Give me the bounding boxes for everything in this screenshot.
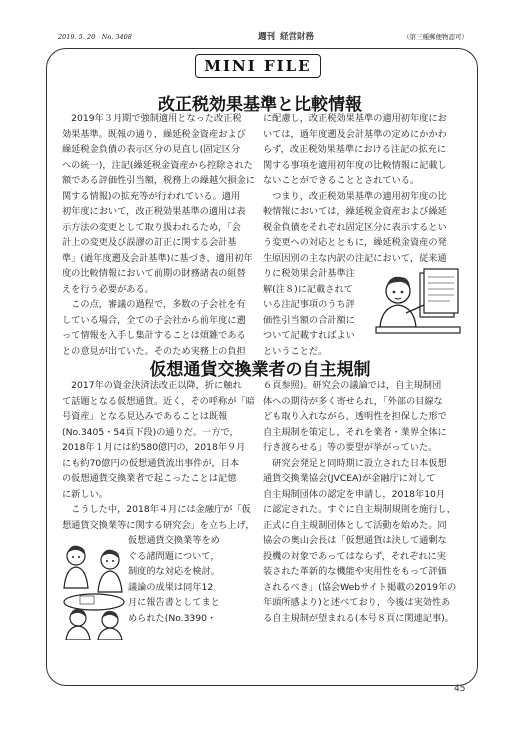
text-line: 解(注８)に記載されて — [263, 283, 353, 295]
text-line: している場合，全ての子会社から前年度に遡 — [62, 314, 246, 326]
article1-left-column — [62, 111, 257, 359]
text-line: 度の比較情報において前期の財務諸表の組替 — [62, 268, 246, 279]
text-line: 示方法の変更として取り扱われるため，「会 — [62, 221, 241, 233]
text-line: ぐる諸問題について， — [128, 550, 220, 562]
text-line: この点，審議の過程で，多数の子会社を有 — [62, 299, 246, 310]
text-line: る自主規制が望まれる(本号８頁に関連記事)。 — [263, 612, 454, 624]
text-line: て話題となる仮想通貨。近く，その呼称が「暗 — [62, 395, 255, 407]
publication-title — [258, 30, 314, 42]
text-line: 体への期待が多く寄せられ，「外部の目線な — [263, 395, 443, 407]
text-line: 価性引当額の合計額に — [263, 314, 355, 326]
person-reading-illustration — [370, 265, 465, 345]
text-line: に配慮し，改正税効果基準の適用初年度にお — [263, 113, 447, 124]
text-line: 自主規制を策定し，それを業者・業界全体に — [263, 426, 447, 438]
text-line: ということだ。 — [263, 345, 328, 357]
text-line: 号資産」となる見込みであることは既報 — [62, 411, 228, 422]
text-line: 較情報においては，繰延税金資産および繰延 — [263, 206, 447, 217]
publication-name: 経営財務 — [280, 32, 315, 42]
text-line: 繰延税金負債の表示区分の見直し(固定区分 — [62, 144, 241, 155]
article2-title: 仮想通貨交換業者の自主規制 — [149, 360, 371, 380]
text-line: (No.3405・54頁下段)の通りだ。一方で， — [62, 426, 239, 438]
text-line: 制度的な対応を検討。 — [128, 566, 220, 577]
text-line: 関する情報)の拡充等が行われている。適用 — [62, 190, 241, 202]
article1-title: 改正税効果基準と比較情報 — [158, 95, 362, 115]
text-line: 協会の奥山会長は「仮想通貨は決して通剰な — [263, 535, 447, 546]
text-line: 額である評価性引当額，税務上の繰越欠損金に — [62, 175, 255, 186]
article2-right-column — [263, 378, 463, 626]
text-line: 月に報告書としてまと — [128, 597, 220, 608]
text-line: 自主規制団体の認定を申請し，2018年10月 — [263, 488, 446, 500]
text-line: 税金負債をそれぞれ固定区分に表示するとい — [263, 221, 447, 233]
text-line: に認定された。すぐに自主規制規則を施行し， — [263, 504, 456, 515]
text-line: 2017年の資金決済法改正以降，折に触れ — [62, 380, 242, 391]
text-line: 正式に自主規制団体として活動を始めた。同 — [263, 519, 447, 531]
text-line: 想通貨交換業等に関する研究会」を立ち上げ， — [62, 519, 255, 531]
publication-prefix: 週刊 — [258, 32, 276, 42]
text-line: 行き渡らせる」等の要望が挙がっていた。 — [263, 442, 438, 453]
text-line: こうした中，2018年４月には金融庁が「仮 — [62, 504, 251, 515]
text-line: められた(No.3390・ — [128, 612, 217, 624]
text-line: 2018年１月には約580億円の，2018年９月 — [62, 442, 246, 453]
text-line: ６頁参照)。研究会の議論では，自主規制団 — [263, 380, 442, 391]
text-line: 準」(過年度遡及会計基準)に基づき，適用初年 — [62, 252, 253, 264]
text-line: 効果基準。既報の通り，繰延税金資産および — [62, 128, 246, 140]
text-line: いる注記事項のうち評 — [263, 299, 355, 310]
text-line: ども取り入れながら，透明性を担保した形で — [263, 411, 447, 422]
text-line: にも約70億円の仮想通貨流出事件が，日本 — [62, 457, 240, 469]
text-line: って情報を入手し集計することは煩雑である — [62, 330, 246, 341]
text-line: いては，過年度遡及会計基準の定めにかかわ — [263, 128, 447, 140]
text-line: う変更への対応とともに，繰延税金資産の発 — [263, 237, 447, 248]
text-line: 議論の成果は同年12 — [128, 581, 214, 593]
text-line: 初年度において，改正税効果基準の適用は表 — [62, 206, 246, 217]
text-line: ついて記載すればよい — [263, 330, 355, 341]
text-line: との意見が出ていた。そのため実務上の負担 — [62, 345, 246, 357]
text-line: 年頭所感より)と述べており，今後は実効性あ — [263, 597, 451, 608]
text-line: 計上の変更及び誤謬の訂正に関する会計基 — [62, 237, 237, 248]
text-line: に新しい。 — [62, 488, 108, 500]
text-line: 投機の対象であってはならず，それぞれに実 — [263, 550, 446, 562]
text-line: えを行う必要がある。 — [62, 283, 154, 295]
page-header — [58, 30, 468, 42]
text-line: らず，改正税効果基準における注記の拡充に — [263, 144, 447, 155]
page-number: 45 — [454, 684, 466, 694]
text-line: つまり，改正税効果基準の適用初年度の比 — [263, 190, 447, 202]
text-line: されるべき」(協会Webサイト掲載の2019年の — [263, 581, 457, 593]
text-line: 2019年３月期で強制適用となった改正税 — [62, 113, 242, 124]
text-line: りに税効果会計基準注 — [263, 268, 355, 279]
mini-file-banner: MINI FILE — [195, 54, 321, 78]
text-line: 通貨交換業協会(JVCEA)が金融庁に対して — [263, 473, 436, 484]
text-line: 関する事項を適用初年度の比較情報に記載し — [263, 159, 447, 171]
meeting-illustration — [62, 540, 126, 640]
registration-note: （第三種郵便物認可） — [403, 33, 468, 41]
text-line: への統一)，注記(繰延税金資産から控除された — [62, 159, 253, 171]
text-line: 仮想通貨交換業等をめ — [128, 535, 220, 546]
text-line: 装された革新的な機能や実用性をもって評価 — [263, 566, 447, 577]
text-line: の仮想通貨交換業者で起こったことは記憶 — [62, 473, 237, 484]
text-line: ないことができることとされている。 — [263, 175, 420, 186]
text-line: 研究会発足と同時期に設立された日本仮想 — [263, 457, 447, 469]
issue-info: 2019. 5. 20 No. 3408 — [58, 33, 132, 41]
text-line: 生原因別の主な内訳の注記において，従来通 — [263, 252, 447, 264]
